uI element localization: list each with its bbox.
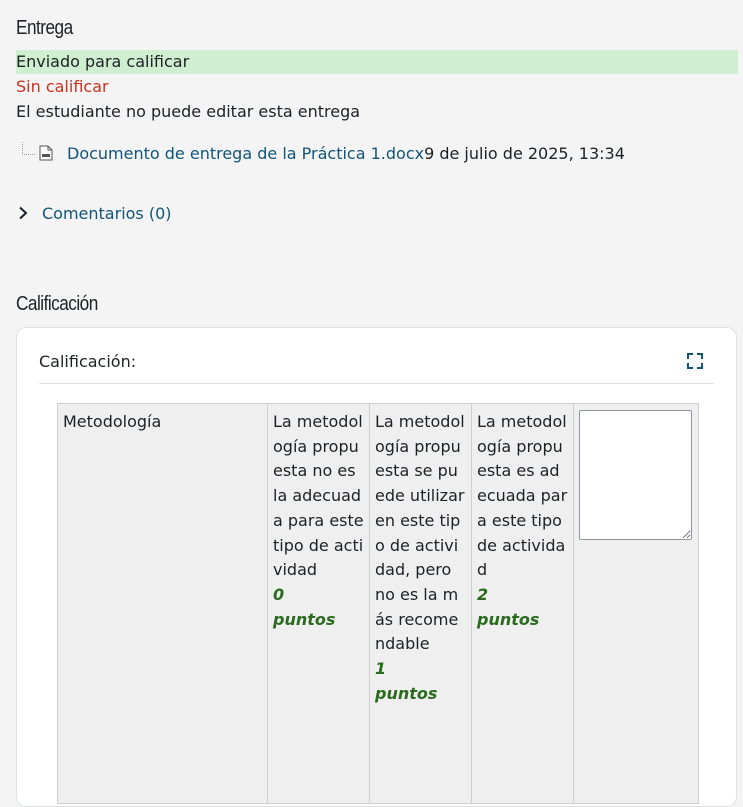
grading-card [16, 327, 737, 807]
level-points-unit: puntos [477, 609, 540, 629]
level-description: La metodología propuesta no es la adecuada para este tipo de actividad [273, 412, 364, 580]
edit-status: El estudiante no puede editar esta entrega [16, 102, 361, 121]
submitted-file [22, 140, 625, 166]
level-points: 2 [477, 584, 489, 604]
grading-status: Sin calificar [16, 77, 109, 96]
comments-link[interactable]: Comentarios (0) [42, 203, 172, 223]
rubric-criterion-row [58, 404, 699, 804]
submission-status-text: Enviado para calificar [16, 52, 190, 71]
file-link[interactable]: Documento de entrega de la Práctica 1.docx [67, 143, 425, 163]
submission-status [16, 50, 738, 74]
document-icon [39, 145, 53, 161]
rubric-table [57, 403, 699, 804]
remark-cell [574, 404, 699, 804]
grading-title: Calificación [16, 293, 98, 315]
level-points-unit: puntos [273, 609, 336, 629]
submission-title: Entrega [16, 17, 73, 39]
level-description: La metodología propuesta se puede utilizar en este tipo de actividad, pero no es la más recomendable [375, 412, 465, 654]
chevron-right-icon [16, 206, 30, 220]
rubric-level-0[interactable] [268, 404, 370, 804]
criterion-name: Metodología [58, 404, 268, 804]
tree-branch-icon [22, 142, 35, 155]
level-points-unit: puntos [375, 683, 438, 703]
rubric-level-2[interactable] [472, 404, 574, 804]
level-points: 1 [375, 659, 387, 679]
level-description: La metodología propuesta es adecuada para este tipo de actividad [477, 412, 568, 580]
comments-toggle[interactable] [16, 201, 172, 225]
file-date: 9 de julio de 2025, 13:34 [424, 143, 625, 163]
grade-label: Calificación: [39, 352, 137, 371]
card-divider [39, 383, 714, 384]
level-points: 0 [273, 584, 285, 604]
criterion-remark-input[interactable] [579, 410, 692, 540]
rubric-level-1[interactable] [370, 404, 472, 804]
expand-icon[interactable] [686, 352, 704, 370]
